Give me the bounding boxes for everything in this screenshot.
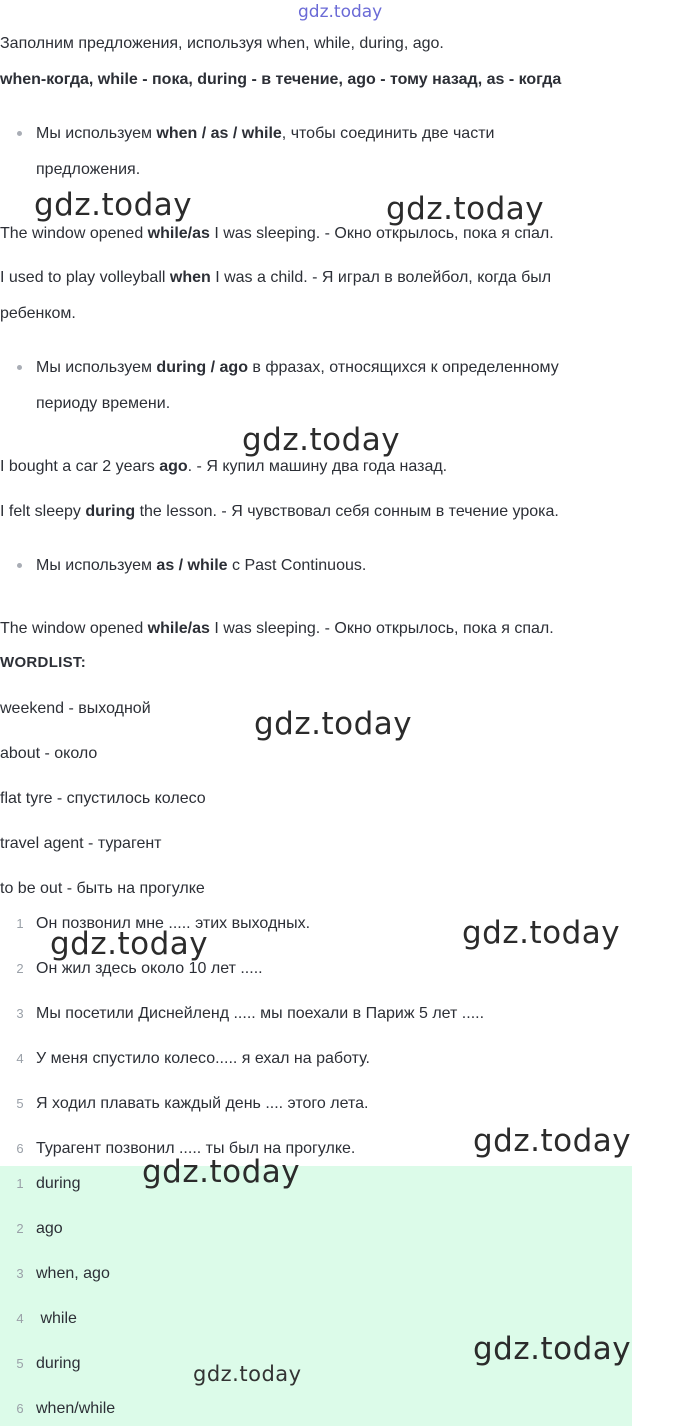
rule-2: Мы используем during / ago в фразах, относящихся к определенному <box>36 359 559 376</box>
task-item: Турагент позвонил ..... ты был на прогулке. <box>36 1140 356 1157</box>
task-item: Он позвонил мне ..... этих выходных. <box>36 915 311 932</box>
wordlist-heading: WORDLIST: <box>0 654 87 671</box>
task-item: Я ходил плавать каждый день .... этого лета. <box>36 1095 369 1112</box>
watermark: gdz.today <box>462 915 621 951</box>
task-number: 4 <box>16 1051 24 1066</box>
example-2: I used to play volleyball when I was a child. - Я играл в волейбол, когда был <box>0 269 552 286</box>
rule-1: Мы используем when / as / while, чтобы соединить две части <box>36 125 495 142</box>
rule-2-line2: периоду времени. <box>36 395 171 412</box>
answer-item: during <box>36 1355 81 1372</box>
bullet-icon <box>17 131 22 136</box>
task-number: 2 <box>16 961 24 976</box>
watermark: gdz.today <box>473 1123 632 1159</box>
answer-item: when/while <box>36 1400 116 1417</box>
answer-number: 4 <box>16 1311 24 1326</box>
answer-number: 1 <box>16 1176 24 1191</box>
example-5: The window opened while/as I was sleeping. - Окно открылось, пока я спал. <box>0 620 554 637</box>
answers-panel <box>0 1166 632 1426</box>
task-item: У меня спустило колесо..... я ехал на работу. <box>36 1050 370 1067</box>
wordlist-item: travel agent - турагент <box>0 835 162 852</box>
wordlist-item: flat tyre - спустилось колесо <box>0 790 206 807</box>
watermark: gdz.today <box>386 191 545 227</box>
task-item: Он жил здесь около 10 лет ..... <box>36 960 263 977</box>
example-2-line2: ребенком. <box>0 305 76 322</box>
bullet-icon <box>17 365 22 370</box>
wordlist-item: to be out - быть на прогулке <box>0 880 205 897</box>
watermark: gdz.today <box>142 1154 301 1190</box>
watermark: gdz.today <box>34 187 193 223</box>
watermark: gdz.today <box>242 422 401 458</box>
intro-text: Заполним предложения, используя when, while, during, ago. <box>0 35 444 52</box>
answer-number: 3 <box>16 1266 24 1281</box>
example-4: I felt sleepy during the lesson. - Я чувствовал себя сонным в течение урока. <box>0 503 559 520</box>
task-number: 1 <box>16 916 24 931</box>
bullet-icon <box>17 563 22 568</box>
word-legend: when-когда, while - пока, during - в течение, ago - тому назад, as - когда <box>0 71 562 88</box>
answer-item: while <box>36 1310 77 1327</box>
wordlist-item: about - около <box>0 745 98 762</box>
answer-item: during <box>36 1175 81 1192</box>
task-number: 6 <box>16 1141 24 1156</box>
answer-item: when, ago <box>36 1265 110 1282</box>
watermark: gdz.today <box>254 706 413 742</box>
task-number: 5 <box>16 1096 24 1111</box>
answer-item: ago <box>36 1220 63 1237</box>
example-3: I bought a car 2 years ago. - Я купил машину два года назад. <box>0 458 448 475</box>
answer-number: 6 <box>16 1401 24 1416</box>
answer-number: 2 <box>16 1221 24 1236</box>
task-item: Мы посетили Диснейленд ..... мы поехали в Париж 5 лет ..... <box>36 1005 485 1022</box>
rule-1-line2: предложения. <box>36 161 141 178</box>
watermark: gdz.today <box>50 926 209 962</box>
example-1: The window opened while/as I was sleeping. - Окно открылось, пока я спал. <box>0 225 554 242</box>
watermark: gdz.today <box>193 1362 302 1386</box>
task-number: 3 <box>16 1006 24 1021</box>
watermark-top: gdz.today <box>298 2 383 22</box>
answer-number: 5 <box>16 1356 24 1371</box>
rule-3: Мы используем as / while с Past Continuous. <box>36 557 367 574</box>
wordlist-item: weekend - выходной <box>0 700 151 717</box>
watermark: gdz.today <box>473 1331 632 1367</box>
